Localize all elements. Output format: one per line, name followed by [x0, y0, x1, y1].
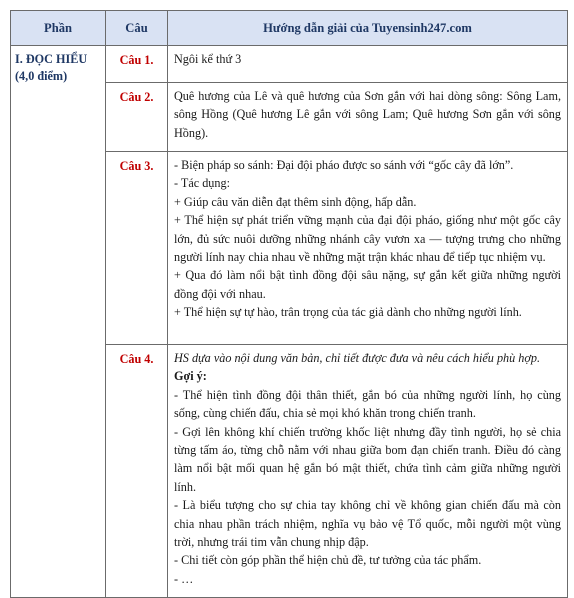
answer-guide-table: [10, 10, 568, 598]
answer-line: + Thể hiện sự phát triển vững mạnh của đại đội pháo, giống như một gốc cây lớn, đủ sức nuôi dưỡng những nhánh cây vươn xa — tượng trưng cho những người lính nay chia nhau về những mặt trận khác nhau để tiếp tục nhiệm vụ.: [174, 213, 561, 265]
answer-line: Quê hương của Lê và quê hương của Sơn gắn với hai dòng sông: Sông Lam, sông Hồng (Quê hương Lê gắn với sông Lam; Quê hương Sơn gắn với sông Hồng).: [174, 89, 561, 140]
answer-cell: [168, 46, 568, 83]
header-row: [11, 11, 568, 46]
answer-line: + Giúp câu văn diễn đạt thêm sinh động, hấp dẫn.: [174, 194, 417, 209]
answer-cell: [168, 345, 568, 598]
answer-line: - Tác dụng:: [174, 176, 230, 191]
answer-line: Ngôi kể thứ 3: [174, 52, 242, 66]
answer-line: + Qua đó làm nổi bật tình đồng đội sâu nặng, sự gắn kết giữa những người đồng đội với nhau.: [174, 268, 561, 301]
answer-cell: [168, 83, 568, 152]
answer-line: - Là biểu tượng cho sự chia tay không chỉ về không gian chiến đấu mà còn chia nhau phần trách nhiệm, nghĩa vụ bảo vệ Tổ quốc, mỗi người một vùng trời, nhưng trái tim vẫn chung nhịp đập.: [174, 498, 561, 550]
answer-line: - Biện pháp so sánh: Đại đội pháo được so sánh với “gốc cây đã lớn”.: [174, 158, 514, 172]
section-points: (4,0 điểm): [15, 69, 68, 83]
answer-cell: [168, 152, 568, 345]
section-cell: [11, 46, 106, 598]
answer-line: - Chi tiết còn góp phần thể hiện chủ đề, tư tưởng của tác phẩm.: [174, 553, 482, 568]
question-label: Câu 1.: [106, 46, 168, 83]
answer-hint-heading: Gợi ý:: [174, 369, 207, 384]
header-part: Phần: [11, 11, 106, 46]
question-label: Câu 2.: [106, 83, 168, 152]
question-label: Câu 4.: [106, 345, 168, 598]
header-guide: Hướng dẫn giải của Tuyensinh247.com: [168, 11, 568, 46]
header-question: Câu: [106, 11, 168, 46]
answer-intro: HS dựa vào nội dung văn bản, chỉ tiết được đưa và nêu cách hiểu phù hợp.: [174, 351, 541, 365]
answer-line: - Gợi lên không khí chiến trường khốc liệt nhưng đầy tình người, họ sẻ chia từng tấm áo, từng chỗ nằm với nhau giữa bom đạn chiến tranh. Điều đó càng làm nổi bật mối quan hệ gắn bó mật thiết, chứa tình cảm giữa những người lính.: [174, 424, 561, 494]
answer-line: + Thể hiện sự tự hào, trân trọng của tác giả dành cho những người lính.: [174, 305, 522, 320]
answer-line: - …: [174, 571, 194, 586]
question-label: Câu 3.: [106, 152, 168, 345]
table-row: [11, 46, 568, 83]
answer-line: - Thể hiện tình đồng đội thân thiết, gắn bó của những người lính, họ cùng sống, cùng chiến đấu, chia sẻ mọi khó khăn trong chiến tranh.: [174, 387, 561, 421]
section-title: I. ĐỌC HIỂU: [15, 52, 88, 66]
